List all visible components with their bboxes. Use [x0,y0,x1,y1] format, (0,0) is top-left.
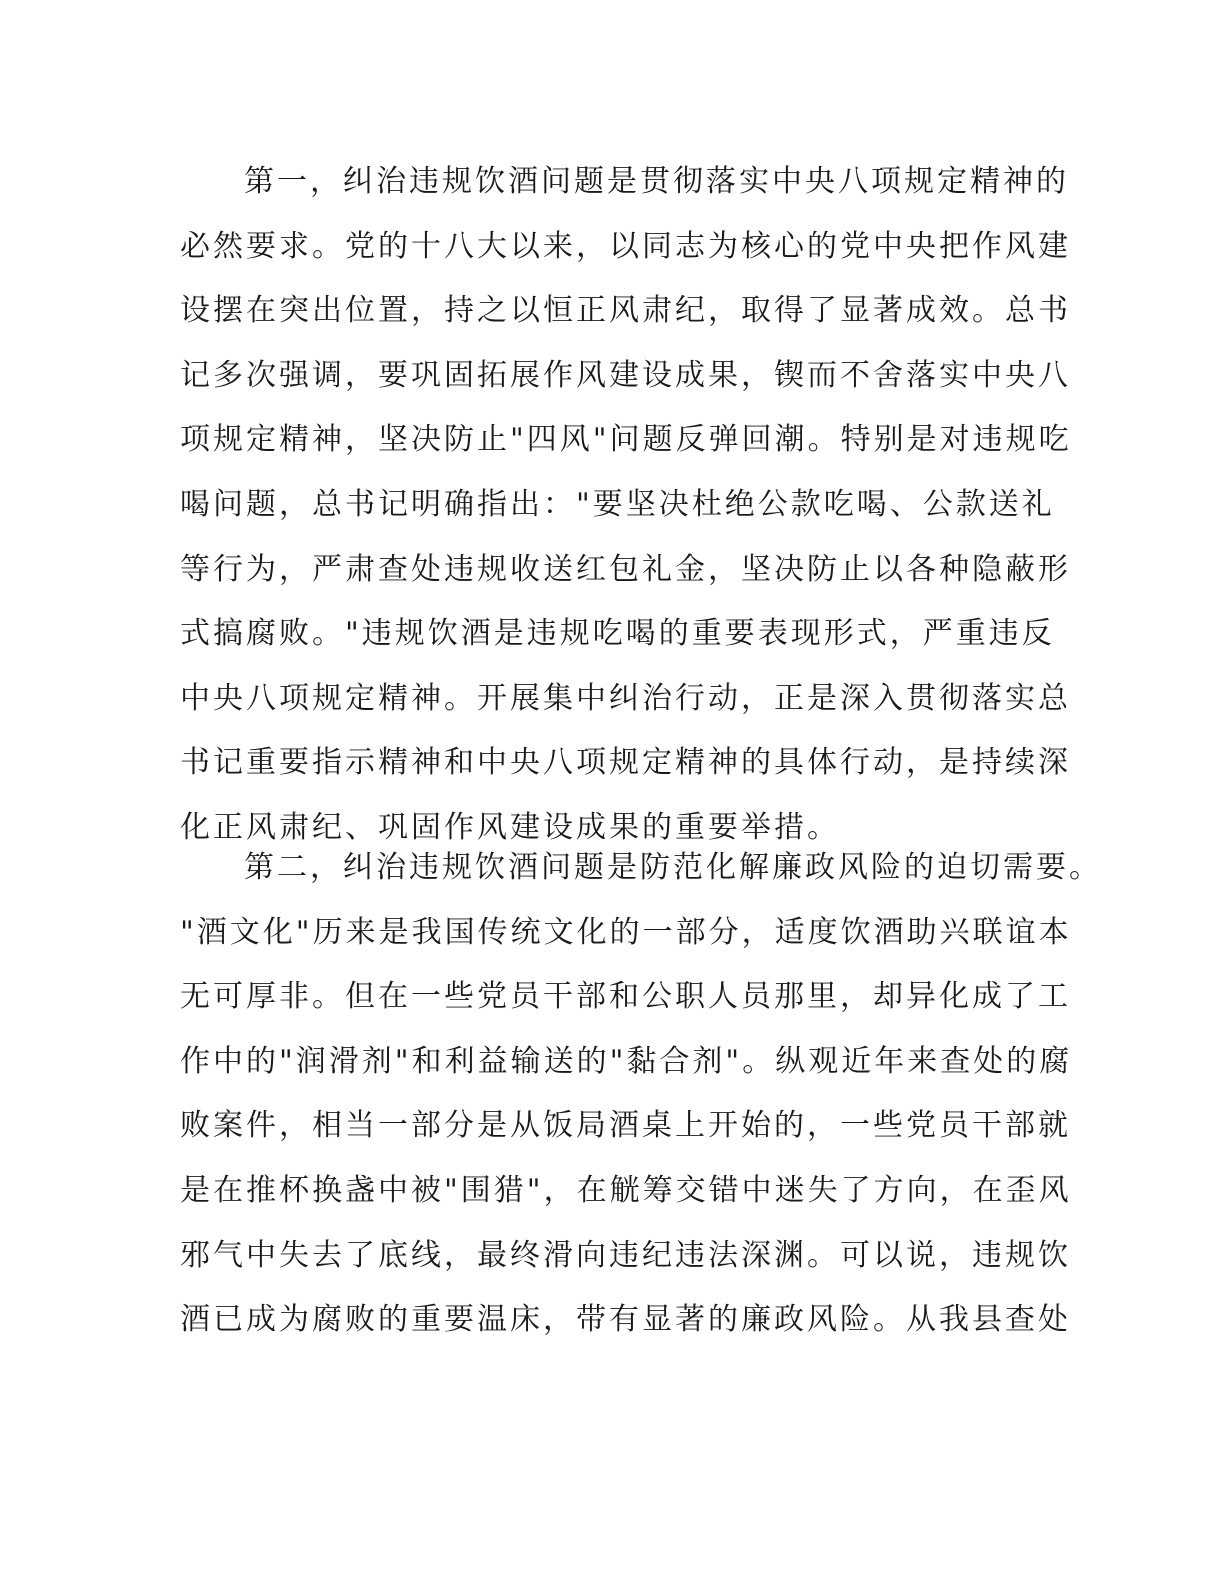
paragraph-line: 败案件，相当一部分是从饭局酒桌上开始的，一些党员干部就 [180,1108,1071,1144]
paragraph-line: 设摆在突出位置，持之以恒正风肃纪，取得了显著成效。总书 [180,293,1071,329]
paragraph-first [180,150,1072,861]
paragraph-line: 作中的"润滑剂"和利益输送的"黏合剂"。纵观近年来查处的腐 [180,1043,1073,1079]
paragraph-line: 第二，纠治违规饮酒问题是防范化解廉政风险的迫切需要。 [244,850,1102,885]
paragraph-line: 记多次强调，要巩固拓展作风建设成果，锲而不舍落实中央八 [180,357,1071,393]
paragraph-line: 是在推杯换盏中被"围猎"，在觥筹交错中迷失了方向，在歪风 [180,1172,1072,1208]
paragraph-line: 中央八项规定精神。开展集中纠治行动，正是深入贯彻落实总 [180,680,1071,716]
paragraph-line: 项规定精神，坚决防止"四风"问题反弹回潮。特别是对违规吃 [180,422,1072,458]
paragraph-line: 式搞腐败。"违规饮酒是违规吃喝的重要表现形式，严重违反 [180,616,1055,652]
paragraph-line: 书记重要指示精神和中央八项规定精神的具体行动，是持续深 [180,745,1071,781]
paragraph-second [180,836,1102,1353]
paragraph-line: 第一，纠治违规饮酒问题是贯彻落实中央八项规定精神的 [244,164,1069,199]
paragraph-line: 喝问题，总书记明确指出："要坚决杜绝公款吃喝、公款送礼 [180,486,1055,522]
paragraph-line: 化正风肃纪、巩固作风建设成果的重要举措。 [180,809,840,845]
paragraph-line: 酒已成为腐败的重要温床，带有显著的廉政风险。从我县查处 [180,1302,1071,1338]
paragraph-line: 无可厚非。但在一些党员干部和公职人员那里，却异化成了工 [180,979,1071,1015]
paragraph-line: 必然要求。党的十八大以来，以同志为核心的党中央把作风建 [180,228,1071,264]
paragraph-line: 邪气中失去了底线，最终滑向违纪违法深渊。可以说，违规饮 [180,1237,1071,1273]
paragraph-line: "酒文化"历来是我国传统文化的一部分，适度饮酒助兴联谊本 [180,914,1072,950]
paragraph-line: 等行为，严肃查处违规收送红包礼金，坚决防止以各种隐蔽形 [180,551,1071,587]
